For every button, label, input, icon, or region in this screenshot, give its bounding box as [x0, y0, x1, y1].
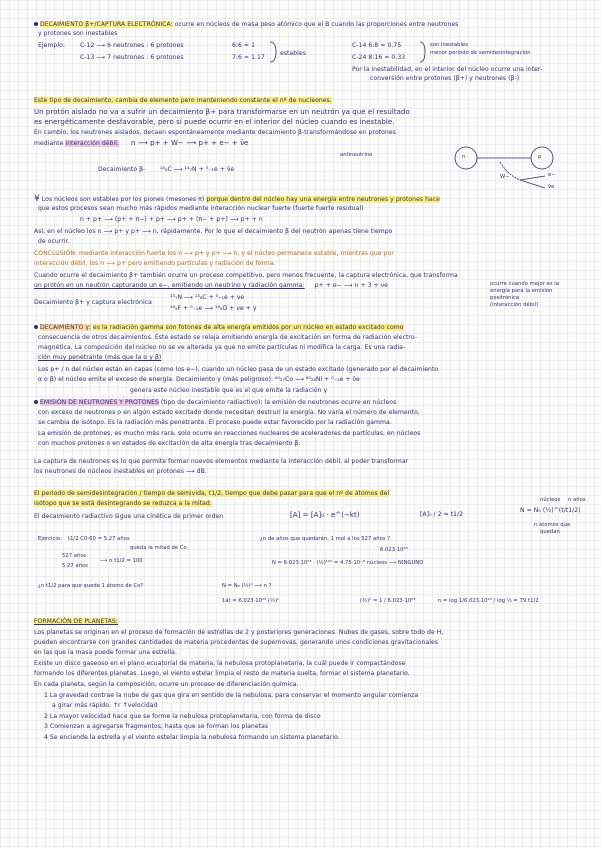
s1-title: DECAIMIENTO β+/CAPTURA ELECTRÓNICA:: [40, 21, 173, 28]
s6-line-2: pueden encontrarse con grandes cantidades de materia procedentes de supernovas, generando unos condiciones gravitacionales: [34, 639, 439, 646]
s5-ej-d: 5.27 años: [62, 563, 88, 569]
s5-ej-label: Ejercicio:: [38, 536, 62, 542]
s6-line-5: formando los diferentes planetas. Luego, el viento estelar limpia el resto de materia suelta, formar el sistema planetario.: [34, 670, 410, 677]
s3-line-3: magnética. La composición del núcleo no se ve alterada ya que no emite partículas ni modifica la carga. Es una radia-: [38, 344, 406, 351]
s5-f3-b1: n años: [568, 497, 586, 503]
s2-line-1: ¥ Los núcleos son estables por los piones (mesones π) porque dentro del núcleo hay una energía entre neutrones y protones hace: [34, 194, 440, 204]
s1-title-line2: y protones son inestables: [38, 30, 118, 37]
s5-f3-top: núcleos: [540, 497, 561, 503]
diagram-n: n: [462, 154, 466, 160]
ejemplo-1: C-12 ⟶ 6 neutrones : 6 protones: [80, 42, 184, 49]
antineutrino-label: antineutrino: [340, 152, 373, 158]
decay-label: Decaimiento β-: [98, 166, 146, 173]
beta-decay-diagram-icon: [450, 142, 560, 192]
s5-ej-h: N = 6.023·10²³ · (½)¹⁰⁰ = 4.75·10⁻⁸ núcleos ⟶ NINGUNO: [272, 560, 424, 566]
s5-formula-2: [A]₀ / 2 = t1/2: [420, 511, 464, 518]
s4-line-3: se cambia de isótopo. Es la radiación más penetrante. El proceso puede estar favorecido por la radiación gamma.: [38, 419, 392, 426]
ejemplo-4: C-24 8:16 = 0.33: [352, 54, 406, 61]
ejemplo-label: Ejemplo:: [38, 42, 65, 49]
s6-item-1: 1 La gravedad contrae la nube de gas que gira en sentido de la nebulosa, para conservar el momento angular comienza: [44, 692, 419, 699]
s2-decay-label: Decaimiento β+ y captura electrónica: [34, 299, 152, 306]
s2-line-5: Cuando ocurre el decaimiento β+ también ocurre un proceso competitivo, pero menos frecuente, la captura electrónica, que transforma: [34, 272, 458, 279]
s6-line-3: en las que la masa puede formar una estrella.: [34, 649, 177, 656]
s6-item-1b: a girar más rápido. ↑r ↑velocidad: [52, 702, 158, 709]
s2-decay-eq-1: ¹³₇N ⟶ ¹³₆C + ⁰₊₁e + νe: [170, 294, 245, 301]
s5-formula: [A] = [A]₀ · e^(−kt): [290, 511, 360, 519]
s3-line-7: genera este núcleo inestable que es el que emite la radiación γ: [130, 387, 328, 394]
s4-line-2: con exceso de neutrones o en algún estado excitado donde necesitan destruir la energía. No varía el número de elemento,: [38, 409, 420, 416]
s3-line-5: Los p+ / n del núcleo están en capas (como los e−), cuando un núcleo pasa de un estado excitado (generado por el decaimiento: [38, 366, 439, 373]
decay-equation: ¹⁴₆C ⟶ ¹⁴₇N + ⁰₋₁e + ν̄e: [160, 166, 235, 173]
bracket-icon-2: [418, 40, 428, 64]
s5-ej-l: (½)ⁿ = 1 / 6.023·10²³: [360, 598, 416, 604]
s4-line-5: con muchos protones o en estados de excitación de alta energía tras decaimiento β.: [38, 440, 301, 447]
s2-side-1: ocurre cuando mejor es la: [490, 281, 559, 287]
ejemplo-2-ratio: 7:6 = 1.17: [232, 54, 265, 61]
s6-line-1: Los planetas se originan en el proceso de formación de estrellas de 2 y posteriores generaciones. Nubes de gases, sobre todo de H,: [34, 629, 444, 636]
s2-decay-eq-2: ¹⁸₉F + ⁰₋₁e ⟶ ¹⁸₈O + νe + γ: [170, 305, 257, 312]
s5-f3-b2: n átomos que: [534, 522, 571, 528]
s1-desc-4: En cambio, los neutrones aislados, decaen espontáneamente mediante decaimiento β-transformándose en protones: [34, 129, 396, 136]
s3-line-4: ción muy penetrante (más que la α y β): [38, 354, 162, 361]
s6-title: FORMACIÓN DE PLANETAS:: [34, 618, 118, 625]
s5-ej-i: ¿n t1/2 para que quede 1 átomo de Co?: [38, 583, 144, 589]
s2-line-3: Así, en el núcleo los n ⟶ p+ y p+ ⟶ n, rápidamente. Por lo que el decaimiento β del neutrón apenas tiene tiempo: [34, 228, 393, 235]
s2-side-4: (interacción débil): [490, 302, 539, 308]
s6-line-4: Existe un disco gaseoso en el plano ecuatorial de materia, la nebulosa protoplanetaria, la cuál puede ir compactándose: [34, 660, 406, 667]
s4-line-7: los neutrones de núcleos inestables en protones ⟶ dB.: [34, 468, 207, 475]
s5-ej-j: N = N₀ (½)ⁿ ⟶ n ?: [222, 583, 272, 589]
s3-line-6: α o β) el núcleo emite el exceso de energía. Decaimiento γ (más peligroso): ⁶⁰₂₇Co ⟶ ⁶⁰₂₈Ni + ⁰₋₁e + ν̄e: [38, 376, 360, 383]
s1-note-1: Por la inestabilidad, en el interior del núcleo ocurre una inter-: [352, 66, 543, 73]
s5-ej-e: ⟶ n t1/2 = 100: [100, 558, 143, 564]
s2-line-4: de ocurrir.: [38, 238, 70, 245]
s6-item-4: 4 Se enciende la estrella y el viento estelar limpia la nebulosa formando un sistema planetario.: [44, 734, 340, 741]
diagram-w: W−: [500, 174, 510, 180]
s1-desc-5: mediante interacción débil. n ⟶ p+ + W− ⟶ p+ + e− + ν̄e: [34, 139, 249, 147]
s5-ej-b: ¿n de años que quedarán, 1 mol a los 527 años ?: [260, 536, 391, 542]
s1-desc-2: Un protón aislado no va a sufrir un decaimiento β+ para transformarse en un neutrón ya que el resultado: [34, 108, 410, 116]
s5-line-2: isótopo que se está desintegrando se reduzca a la mitad.: [34, 500, 212, 507]
diagram-p: p: [538, 154, 542, 160]
s3-line-2: consecuencia de otros decaimientos. Este estado se relaja emitiendo energía de excitación en forma de radiación electro-: [38, 334, 417, 341]
s6-item-2: 2 La mayor velocidad hace que se forme la nebulosa protoplanetaria, con forma de disco: [44, 713, 321, 720]
s5-f3-b3: quedan: [540, 529, 560, 535]
inestables-label: son inestables: [430, 42, 468, 48]
s1-title-rest: ocurre en núcleos de masa peso atómico que el B cuando las proporciones entre neutrones: [174, 21, 459, 28]
s5-ej-m: n = log 1/6.023·10²³ / log ½ = 79 t1/2: [438, 598, 539, 604]
ejemplo-3: C-14 6:8 = 0.75: [352, 42, 402, 49]
s1-desc-3: es energéticamente desfavorable, pero sí puede ocurrir en el interior del núcleo cuando es inestable.: [34, 118, 395, 126]
s2-side-2: energía para la emisión: [490, 288, 553, 294]
s6-item-3: 3 Comienzan a agregarse fragmentos, hasta que se forman los planetas: [44, 723, 269, 730]
s2-conclusion-1: CONCLUSIÓN: mediante interacción fuerte los n ⟶ p+ y p+ ⟶ n, y el núcleo permanece estable, mientras que por: [34, 250, 394, 257]
s5-ej-g: 6.023·10²³: [380, 547, 408, 553]
s5-ej-f: queda la mitad de Co: [130, 545, 187, 551]
s5-formula-3: N = N₀ (½)^(t/t1/2): [520, 507, 581, 514]
s3-line-1: DECAIMIENTO γ: es la radiación gamma son fotones de alta energía emitidos por un núcleo en estado excitado como: [34, 324, 404, 332]
s2-conclusion-2: interacción débil, los n ⟶ p+ pero emitiendo partículas y radiación de forma.: [34, 260, 276, 267]
diagram-e: e−: [548, 172, 556, 178]
inestables-label-2: menor periodo de semidesintegración: [430, 50, 531, 56]
s6-line-6: En cada planeta, según la composición, ocurre un proceso de diferenciación química.: [34, 681, 299, 688]
bracket-icon: [268, 40, 280, 64]
s4-line-1: EMISIÓN DE NEUTRONES Y PROTONES (tipo de decaimiento radiactivo): la emisión de neutrones ocurre en núcleos: [34, 399, 396, 407]
s5-ej-k: 1át = 6.023·10²³ (½)ⁿ: [222, 598, 280, 604]
s1-title-line: [34, 21, 458, 29]
s2-eq-1: n + p+ ⟶ (p+ + π−) + p+ ⟶ p+ + (π− + p+) ⟶ p+ + n: [80, 216, 263, 223]
s2-line-6: un protón en un neutrón capturando un e−, emitiendo un neutrino y radiación gamma: p+ + e− ⟶ n + 3 + νe: [34, 282, 388, 289]
ejemplo-2: C-13 ⟶ 7 neutrones : 6 protones: [80, 54, 184, 61]
diagram-nu: ν̄e: [548, 184, 555, 190]
s4-line-4: La emisión de protones, es mucho más rara, solo ocurre en reacciones nucleares de aceleradores de partículas, en núcleos: [38, 430, 421, 437]
s1-note-2: conversión entre protones (β+) y neutrones (β-): [370, 75, 520, 82]
s5-line-3: El decaimiento radiactivo sigue una cinética de primer orden: [34, 513, 224, 520]
s4-line-6: La captura de neutrones es lo que permite formar nuevos elementos mediante la interacción débil, al poder transformar: [34, 458, 409, 465]
s2-line-2: que estos procesos sean mucho más rápidos mediante interacción nuclear fuerte (fuerte fuerte residual): [38, 205, 364, 212]
s5-line-1: El periodo de semidesintegración / tiempo de semivida, t1/2, tiempo que debe pasar para que el nº de átomos del: [34, 490, 390, 497]
estables-label: estables: [280, 50, 306, 57]
s2-side-3: positrónica: [490, 295, 520, 301]
s5-ej-a: t1/2 C0-60 = 5.27 años: [68, 536, 130, 542]
ejemplo-1-ratio: 6:6 = 1: [232, 42, 256, 49]
s5-ej-c: 527 años: [62, 553, 87, 559]
s1-desc-1: Este tipo de decaimiento, cambia de elemento pero manteniendo constante el nº de nucleones.: [34, 97, 332, 104]
